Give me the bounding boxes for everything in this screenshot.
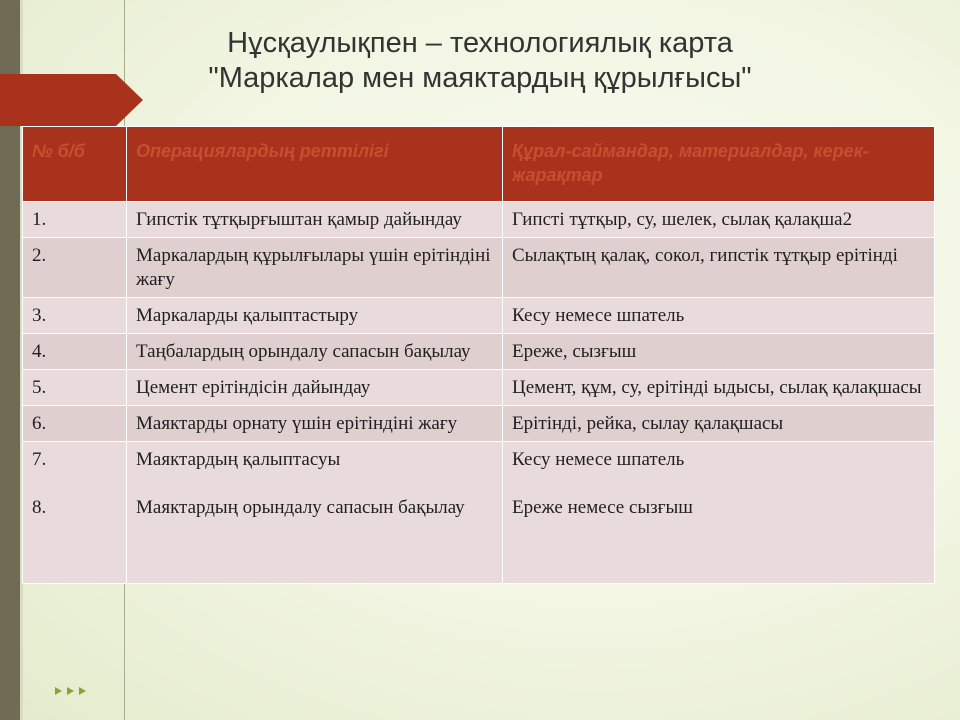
header-number: № б/б [23,127,127,202]
cell-tools: Гипсті тұтқыр, су, шелек, сылақ қалақша2 [503,202,935,238]
table-row [23,334,935,370]
cell-tools-7: Кесу немесе шпатель [512,449,685,470]
cell-operation: Маркалардың құрылғылары үшін ерітіндіні жағу [127,238,503,298]
cell-number-7: 7. [32,449,47,470]
table-row [23,298,935,334]
cell-operation-7: Маяктардың қалыптасуы [136,449,341,470]
cell-number: 2. [23,238,127,298]
cell-operation: Цемент ерітіндісін дайындау [127,370,503,406]
cell-number [23,442,127,584]
table-header-row [23,127,935,202]
cell-tools [503,442,935,584]
cell-number: 6. [23,406,127,442]
slide-title-line-1: Нұсқаулықпен – технологиялық карта [227,27,733,59]
cell-tools: Сылақтың қалақ, сокол, гипстік тұтқыр ерітінді [503,238,935,298]
cell-tools-8: Ереже немесе сызғыш [512,497,693,518]
slide-title-line-2: "Маркалар мен маяктардың құрылғысы" [208,62,752,94]
table-row [23,370,935,406]
cell-tools: Ерітінді, рейка, сылау қалақшасы [503,406,935,442]
cell-number: 3. [23,298,127,334]
cell-number-8: 8. [32,497,47,518]
cell-number: 4. [23,334,127,370]
table-row [23,406,935,442]
cell-tools: Кесу немесе шпатель [503,298,935,334]
cell-operation: Таңбалардың орындалу сапасын бақылау [127,334,503,370]
cell-tools: Цемент, құм, су, ерітінді ыдысы, сылақ қалақшасы [503,370,935,406]
bullet-arrow-icon [55,682,91,700]
table-row [23,442,935,584]
cell-number: 5. [23,370,127,406]
table-row [23,202,935,238]
technology-card-table [22,126,935,584]
cell-operation: Маркаларды қалыптастыру [127,298,503,334]
cell-operation: Гипстік тұтқырғыштан қамыр дайындау [127,202,503,238]
cell-operation: Маяктарды орнату үшін ерітіндіні жағу [127,406,503,442]
header-tools: Құрал-саймандар, материалдар, керек-жарақтар [503,127,935,202]
cell-number: 1. [23,202,127,238]
cell-operation-8: Маяктардың орындалу сапасын бақылау [136,497,465,518]
cell-tools: Ереже, сызғыш [503,334,935,370]
table-row [23,238,935,298]
header-operations: Операциялардың реттілігі [127,127,503,202]
slide-title [100,26,860,96]
cell-operation [127,442,503,584]
